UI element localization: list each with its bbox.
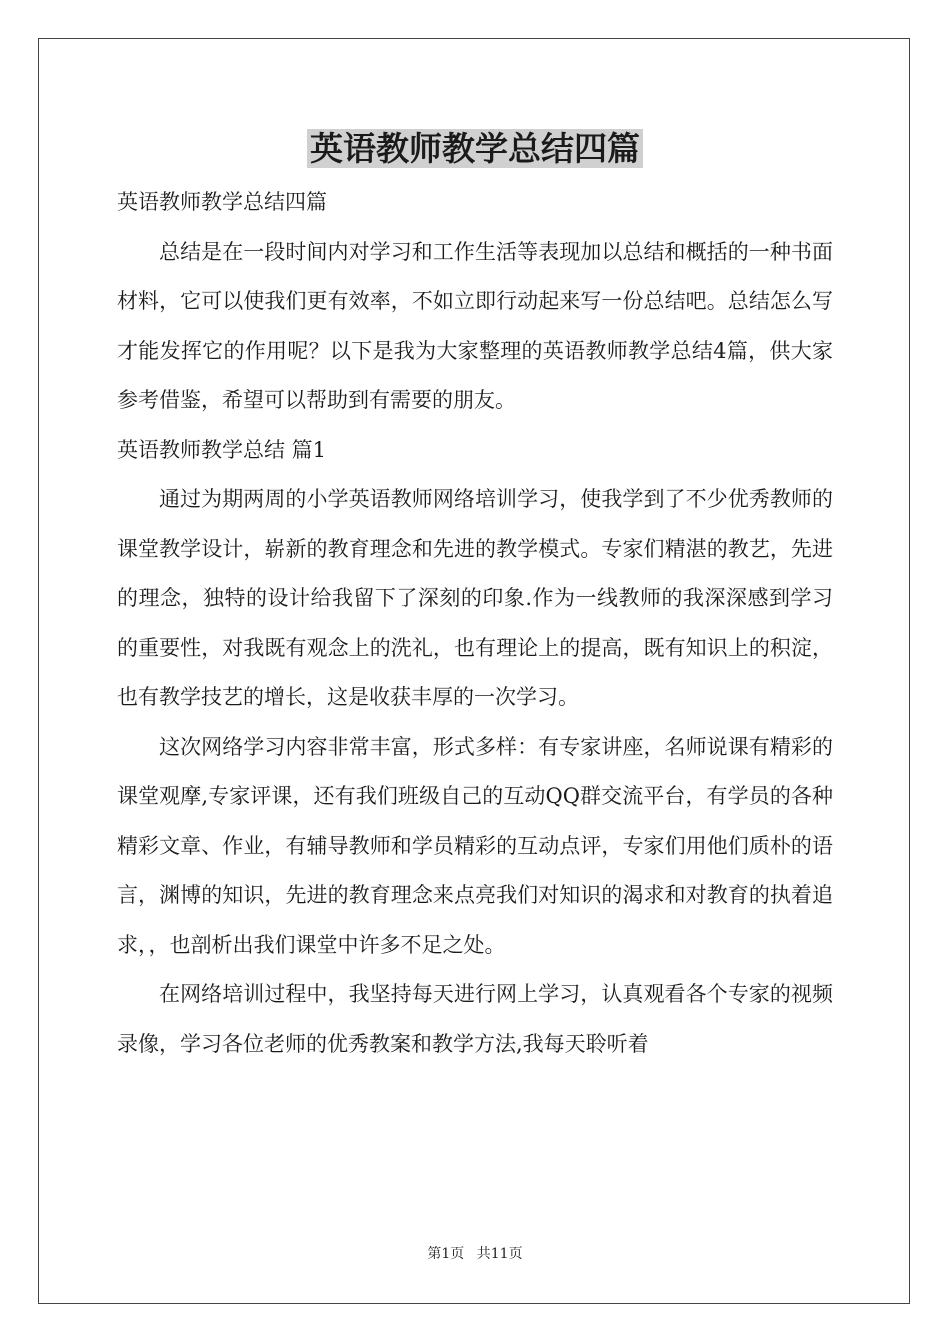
subtitle-main: 英语教师教学总结四篇 bbox=[117, 190, 327, 214]
paragraph-intro: 总结是在一段时间内对学习和工作生活等表现加以总结和概括的一种书面材料，它可以使我们更有效率，不如立即行动起来写一份总结吧。总结怎么写才能发挥它的作用呢？以下是我为大家整理的英语教师教学总结4篇，供大家参考借鉴，希望可以帮助到有需要的朋友。 bbox=[117, 239, 833, 412]
page-number: 第1页 bbox=[427, 1246, 465, 1262]
document-body bbox=[117, 178, 833, 1069]
subtitle-part-1: 英语教师教学总结 篇1 bbox=[117, 437, 327, 462]
paragraph-1: 通过为期两周的小学英语教师网络培训学习，使我学到了不少优秀教师的课堂教学设计，崭新的教育理念和先进的教学模式。专家们精湛的教艺，先进的理念，独特的设计给我留下了深刻的印象.作为一线教师的我深深感到学习的重要性，对我既有观念上的洗礼，也有理论上的提高，既有知识上的积淀，也有教学技艺的增长，这是收获丰厚的一次学习。 bbox=[117, 487, 833, 709]
paragraph-2: 这次网络学习内容非常丰富，形式多样：有专家讲座，名师说课有精彩的课堂观摩,专家评课，还有我们班级自己的互动QQ群交流平台，有学员的各种精彩文章、作业，有辅导教师和学员精彩的互动点评，专家们用他们质朴的语言，渊博的知识，先进的教育理念来点亮我们对知识的渴求和对教育的执着追求，，也剖析出我们课堂中许多不足之处。 bbox=[117, 734, 833, 957]
page-footer bbox=[0, 1244, 950, 1264]
paragraph-3: 在网络培训过程中，我坚持每天进行网上学习，认真观看各个专家的视频录像，学习各位老师的优秀教案和教学方法,我每天聆听着 bbox=[117, 982, 833, 1056]
page-total: 共11页 bbox=[476, 1246, 523, 1262]
document-title bbox=[0, 126, 950, 172]
document-title-text: 英语教师教学总结四篇 bbox=[307, 129, 643, 168]
